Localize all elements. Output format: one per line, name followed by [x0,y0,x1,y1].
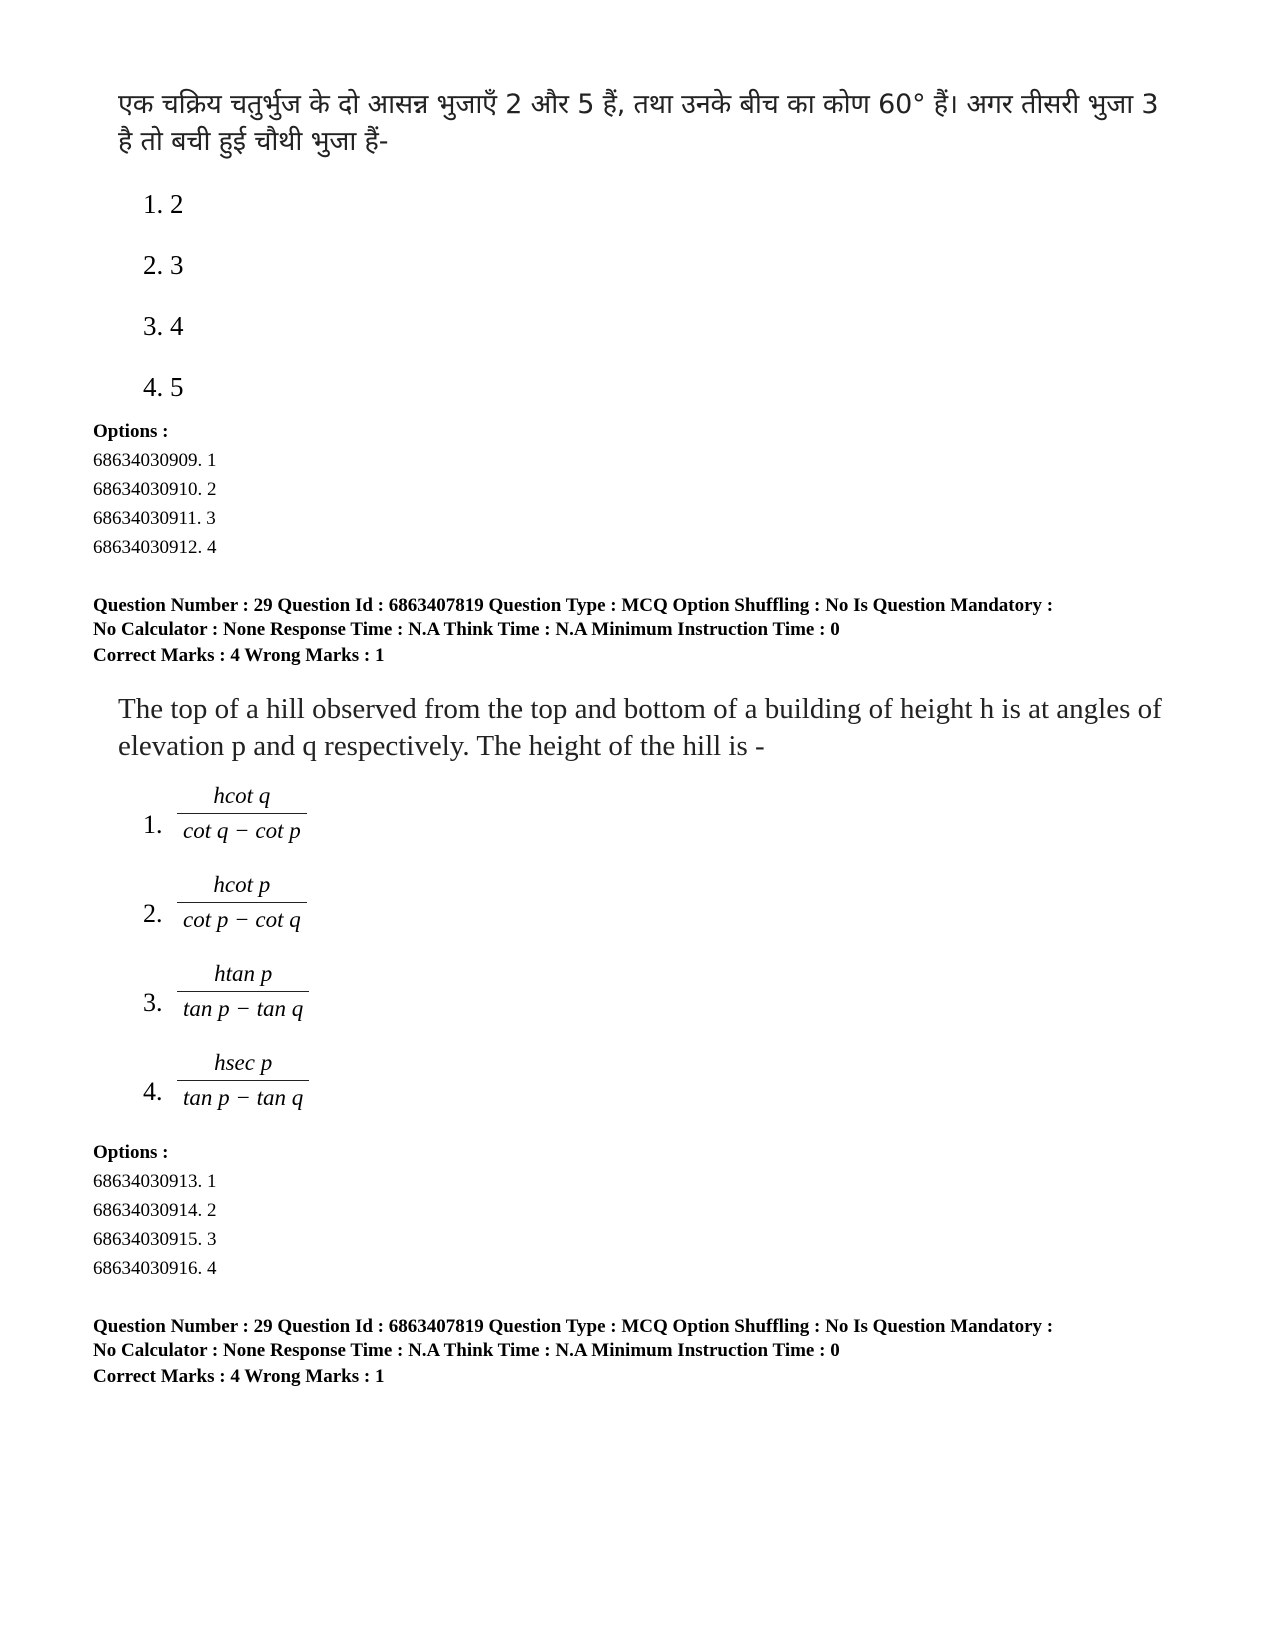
fraction-numerator: hsec p [214,1050,273,1075]
option-id: 68634030913. 1 [93,1171,217,1192]
choice-item: 2. 3 [143,250,184,280]
question-choices-hindi [143,189,184,433]
meta-line: No Calculator : None Response Time : N.A Think Time : N.A Minimum Instruction Time : 0 [93,619,840,640]
fraction-denominator: cot q − cot p [183,818,301,843]
marks-line-1: Correct Marks : 4 Wrong Marks : 1 [93,645,385,666]
choice-number: 1. [143,810,163,839]
choice-number: 3. [143,988,163,1017]
fraction-denominator: tan p − tan q [183,1085,304,1110]
option-id: 68634030915. 3 [93,1229,217,1250]
fraction-numerator: hcot p [213,872,271,897]
option-id: 68634030910. 2 [93,479,217,500]
formula-choice [143,783,443,863]
fraction [177,1050,309,1111]
formula-choice [143,961,443,1041]
option-id: 68634030914. 2 [93,1200,217,1221]
question-meta-2 [93,1315,1193,1363]
choice-number: 4. [143,1077,163,1106]
fraction-denominator: cot p − cot q [183,907,301,932]
fraction [177,783,307,844]
option-id: 68634030912. 4 [93,537,217,558]
fraction [177,872,307,933]
question-text-english: The top of a hill observed from the top and bottom of a building of height h is at angles of elevation p and q respectively. The height of the hill is - [118,693,1162,762]
question-meta-1 [93,594,1193,642]
meta-line: Question Number : 29 Question Id : 6863407819 Question Type : MCQ Option Shuffling : No Is Question Mandatory : [93,595,1054,616]
formula-choice [143,872,443,952]
option-id: 68634030909. 1 [93,450,217,471]
fraction [177,961,309,1022]
meta-line: No Calculator : None Response Time : N.A Think Time : N.A Minimum Instruction Time : 0 [93,1340,840,1361]
fraction-numerator: htan p [214,961,273,986]
options-label: Options : [93,1142,169,1163]
choice-item: 4. 5 [143,372,184,402]
meta-line: Question Number : 29 Question Id : 6863407819 Question Type : MCQ Option Shuffling : No Is Question Mandatory : [93,1316,1054,1337]
question-text-hindi: एक चक्रिय चतुर्भुज के दो आसन्न भुजाएँ 2 और 5 हैं, तथा उनके बीच का कोण 60° हैं। अगर तीसरी भुजा 3 है तो बची हुई चौथी भुजा हैं- [118,89,1159,157]
options-block-1 [93,417,217,562]
marks-line-2: Correct Marks : 4 Wrong Marks : 1 [93,1366,385,1387]
fraction-denominator: tan p − tan q [183,996,304,1021]
option-id: 68634030911. 3 [93,508,216,529]
option-id: 68634030916. 4 [93,1258,217,1279]
choice-item: 1. 2 [143,189,184,219]
choice-item: 3. 4 [143,311,184,341]
choice-number: 2. [143,899,163,928]
options-label: Options : [93,421,169,442]
options-block-2 [93,1138,217,1283]
fraction-numerator: hcot q [213,783,271,808]
formula-choice [143,1050,443,1130]
